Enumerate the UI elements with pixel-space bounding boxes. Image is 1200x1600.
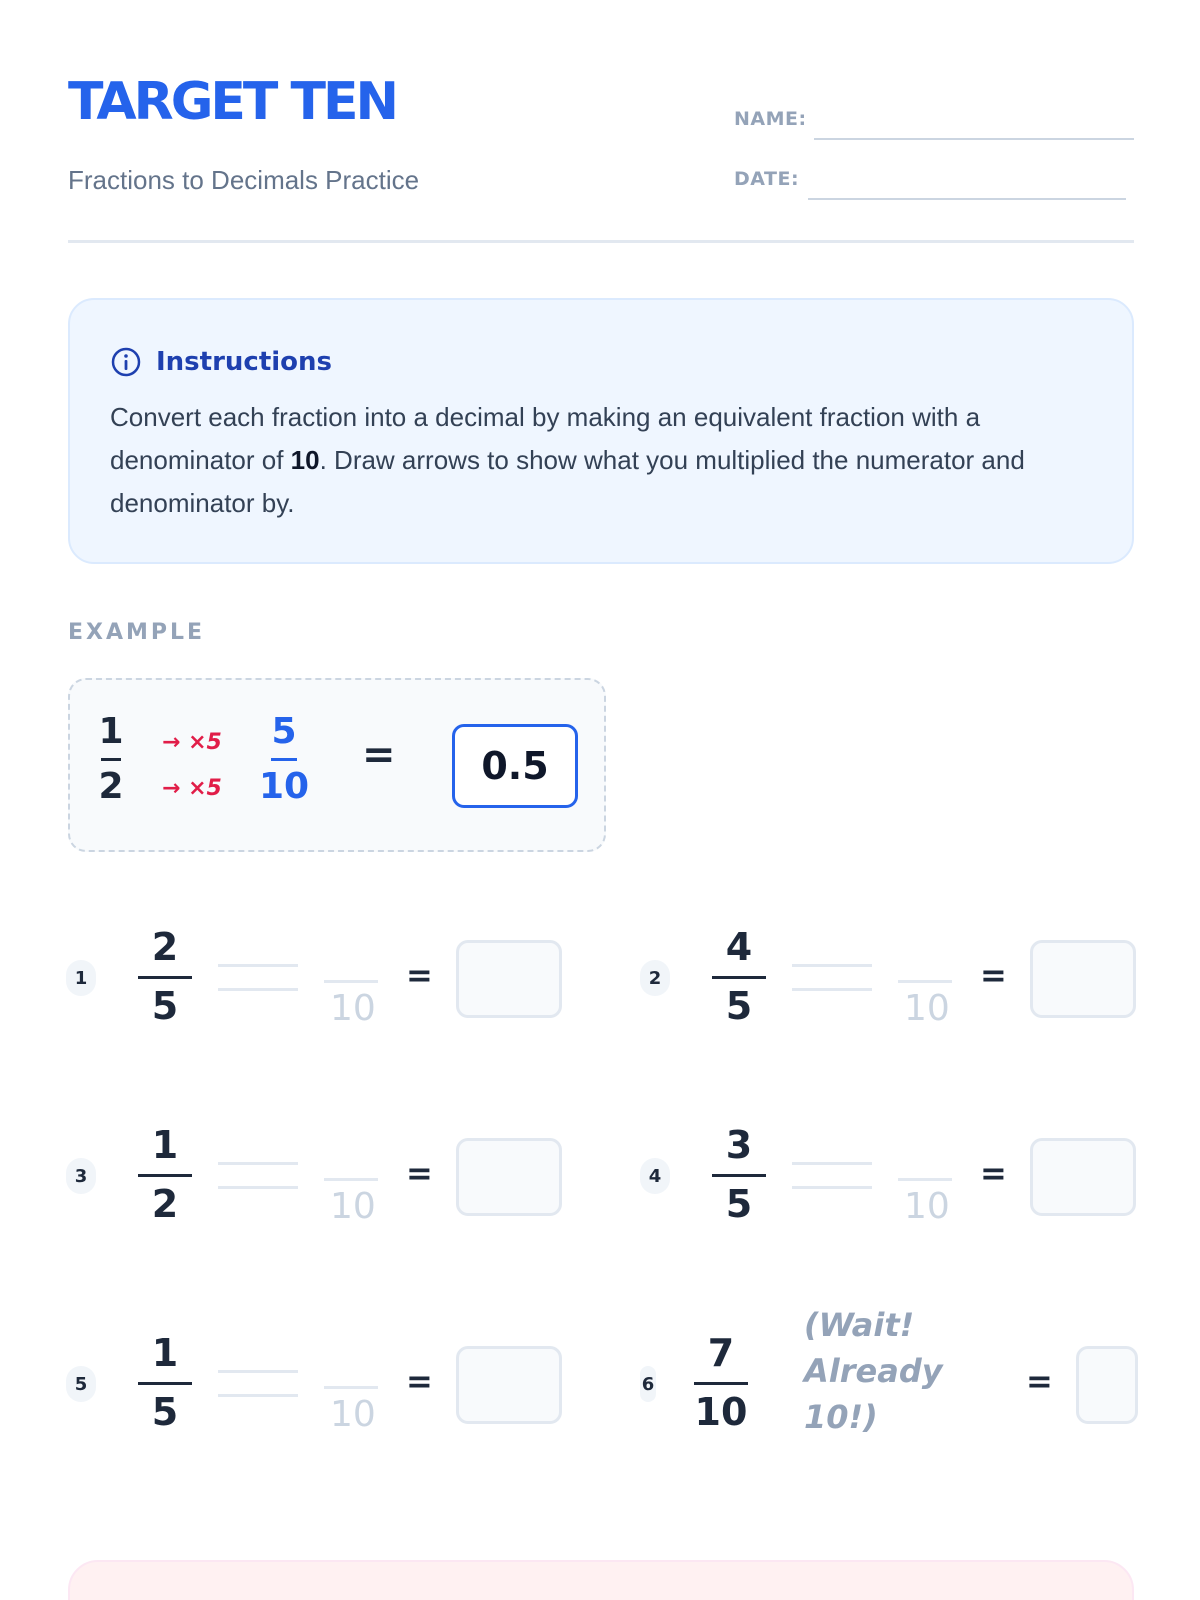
target-denominator: 10 (330, 1394, 376, 1435)
date-label: DATE: (734, 168, 800, 190)
new-numerator-space[interactable] (898, 1178, 952, 1181)
numerator-arrow-space[interactable] (218, 1370, 298, 1373)
bottom-panel (68, 1560, 1134, 1600)
answer-box[interactable] (456, 1138, 562, 1216)
new-numerator-space[interactable] (324, 1386, 378, 1389)
date-field[interactable] (808, 198, 1126, 200)
problem-number: 1 (66, 960, 96, 996)
instructions-panel (68, 298, 1134, 564)
problem-number: 3 (66, 1158, 96, 1194)
numerator-arrow-space[interactable] (792, 1162, 872, 1165)
example-fraction: 1 2 (98, 711, 124, 807)
equals-sign: = (980, 956, 1007, 994)
example-label: EXAMPLE (68, 620, 206, 645)
example-equals: = (362, 732, 396, 778)
target-denominator: 10 (904, 1186, 950, 1227)
answer-box[interactable] (1076, 1346, 1138, 1424)
instructions-title: Instructions (156, 347, 333, 377)
problem-fraction: 2 5 (138, 924, 192, 1029)
name-field[interactable] (814, 138, 1134, 140)
worksheet-subtitle: Fractions to Decimals Practice (68, 165, 420, 195)
problem-number: 6 (640, 1366, 656, 1402)
problem-fraction: 7 10 (694, 1331, 748, 1434)
header-divider (68, 240, 1134, 243)
denominator-arrow-space[interactable] (218, 988, 298, 991)
equals-sign: = (1026, 1362, 1053, 1400)
info-icon (110, 346, 142, 378)
target-denominator: 10 (330, 988, 376, 1029)
instructions-bold: 10 (290, 445, 320, 475)
numerator-multiplier: → ×5 (162, 730, 222, 755)
equals-sign: = (406, 1362, 433, 1400)
problem-number: 5 (66, 1366, 96, 1402)
problem-5 (66, 1314, 586, 1454)
new-numerator-space[interactable] (898, 980, 952, 983)
problem-number: 4 (640, 1158, 670, 1194)
denominator-arrow-space[interactable] (792, 988, 872, 991)
denominator-multiplier: → ×5 (162, 776, 222, 801)
problem-6 (640, 1306, 1140, 1454)
instructions-text: Convert each fraction into a decimal by making an equivalent fraction with a denominator of 10. Draw arrows to show what you multiplied the numerator and denominator by. (110, 402, 1025, 518)
problem-fraction: 1 5 (138, 1330, 192, 1435)
numerator-arrow-space[interactable] (218, 964, 298, 967)
example-card (68, 678, 606, 852)
denominator-arrow-space[interactable] (218, 1394, 298, 1397)
problem-2 (640, 908, 1160, 1048)
worksheet-title: TARGET TEN (68, 72, 397, 132)
new-numerator-space[interactable] (324, 1178, 378, 1181)
problem-fraction: 3 5 (712, 1122, 766, 1227)
example-answer: 0.5 (452, 724, 578, 808)
example-equivalent-fraction: 5 10 (258, 711, 310, 807)
problem-4 (640, 1106, 1160, 1246)
name-label: NAME: (734, 108, 807, 130)
already-ten-note: (Wait! Already 10!) (804, 1306, 943, 1436)
equals-sign: = (980, 1154, 1007, 1192)
target-denominator: 10 (330, 1186, 376, 1227)
problem-3 (66, 1106, 586, 1246)
new-numerator-space[interactable] (324, 980, 378, 983)
numerator-arrow-space[interactable] (792, 964, 872, 967)
denominator-arrow-space[interactable] (792, 1186, 872, 1189)
denominator-arrow-space[interactable] (218, 1186, 298, 1189)
equals-sign: = (406, 1154, 433, 1192)
problem-number: 2 (640, 960, 670, 996)
answer-box[interactable] (456, 1346, 562, 1424)
problem-fraction: 1 2 (138, 1122, 192, 1227)
answer-box[interactable] (1030, 940, 1136, 1018)
problem-1 (66, 908, 586, 1048)
answer-box[interactable] (1030, 1138, 1136, 1216)
answer-box[interactable] (456, 940, 562, 1018)
target-denominator: 10 (904, 988, 950, 1029)
problem-fraction: 4 5 (712, 924, 766, 1029)
numerator-arrow-space[interactable] (218, 1162, 298, 1165)
equals-sign: = (406, 956, 433, 994)
